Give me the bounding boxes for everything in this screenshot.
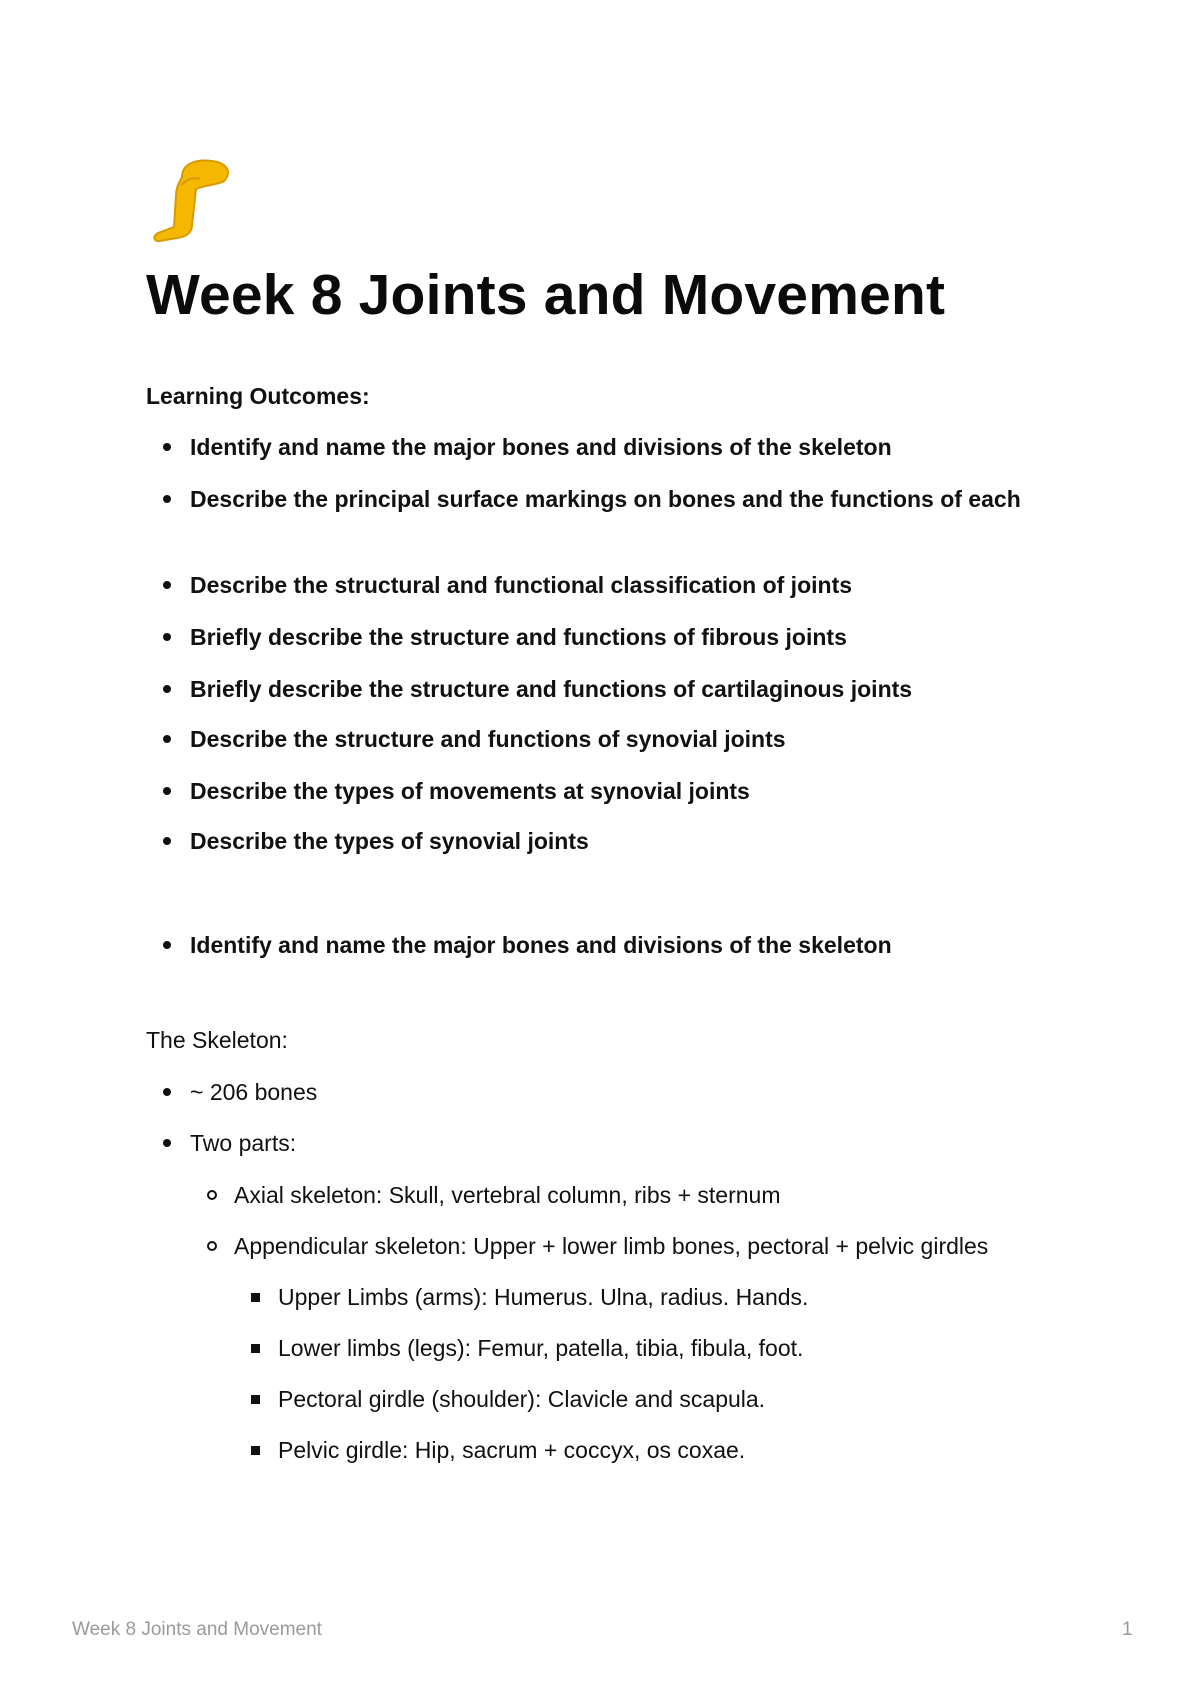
learning-outcomes-heading: Learning Outcomes:	[146, 383, 370, 409]
list-item: Briefly describe the structure and functions of fibrous joints	[190, 619, 1040, 655]
list-item: Upper Limbs (arms): Humerus. Ulna, radius. Hands.	[278, 1279, 808, 1315]
list-item: Pectoral girdle (shoulder): Clavicle and scapula.	[278, 1381, 765, 1417]
list-item: Describe the types of movements at synovial joints	[190, 773, 1040, 809]
page-title: Week 8 Joints and Movement	[146, 263, 946, 327]
skeleton-label: The Skeleton:	[146, 1027, 288, 1053]
list-item: Identify and name the major bones and divisions of the skeleton	[190, 429, 1040, 465]
list-item: Briefly describe the structure and functions of cartilaginous joints	[190, 671, 1040, 707]
list-item: Appendicular skeleton: Upper + lower limb bones, pectoral + pelvic girdles	[234, 1228, 988, 1264]
list-item: Lower limbs (legs): Femur, patella, tibia, fibula, foot.	[278, 1330, 803, 1366]
list-item: ~ 206 bones	[190, 1074, 317, 1110]
list-item: Describe the structure and functions of synovial joints	[190, 721, 1040, 757]
list-item: Describe the principal surface markings on bones and the functions of each	[190, 481, 1040, 517]
section-bullet: Identify and name the major bones and divisions of the skeleton	[190, 927, 1040, 963]
list-item: Describe the types of synovial joints	[190, 823, 1040, 859]
list-item: Describe the structural and functional classification of joints	[190, 567, 1040, 603]
leg-icon	[152, 155, 232, 245]
list-item: Two parts:	[190, 1125, 296, 1161]
list-item: Pelvic girdle: Hip, sacrum + coccyx, os coxae.	[278, 1432, 745, 1468]
footer-title: Week 8 Joints and Movement	[72, 1619, 322, 1640]
list-item: Axial skeleton: Skull, vertebral column, ribs + sternum	[234, 1177, 780, 1213]
page-number: 1	[1122, 1619, 1133, 1640]
